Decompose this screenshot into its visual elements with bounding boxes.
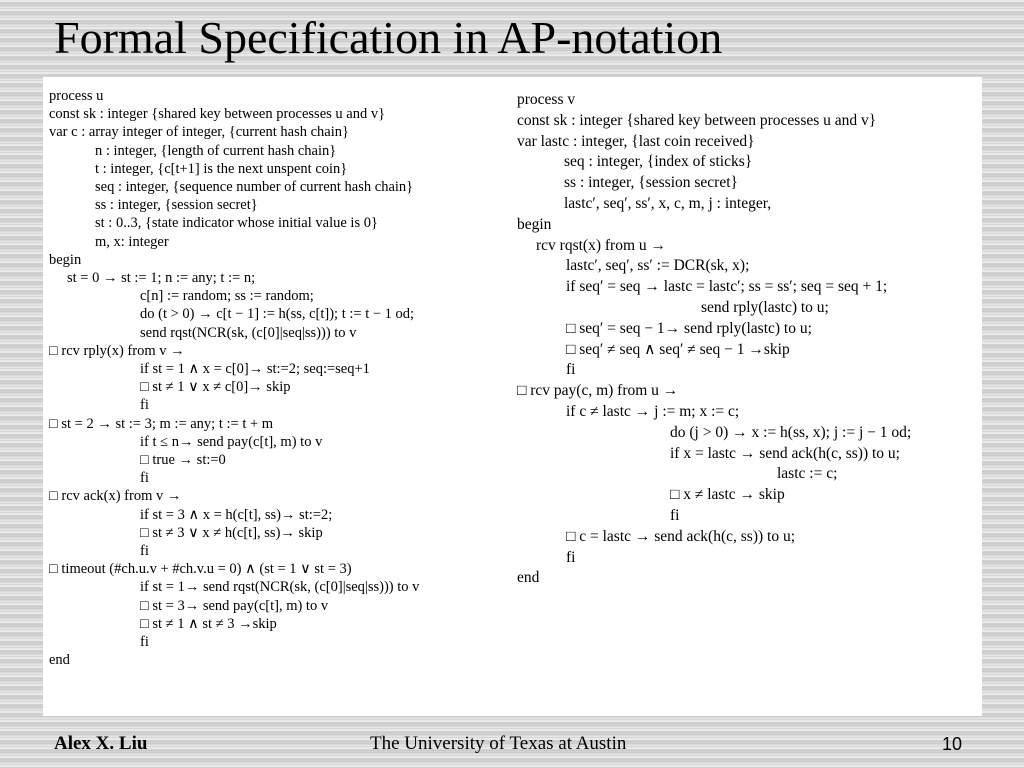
process-v-line: if c ≠ lastc → j := m; x := c; — [566, 403, 740, 420]
process-v-line: const sk : integer {shared key between processes u and v} — [517, 111, 877, 129]
process-u-line: if st = 1→ send rqst(NCR(sk, (c[0]|seq|ss))) to v — [140, 579, 420, 596]
process-v-line: if seq′ = seq → lastc = lastc′; ss = ss′; seq = seq + 1; — [566, 278, 888, 296]
process-u-line: □ st ≠ 1 ∨ x ≠ c[0]→ skip — [140, 379, 291, 396]
process-u-line: process u — [49, 88, 104, 104]
process-u-line: □ st = 2 → st := 3; m := any; t := t + m — [49, 415, 274, 432]
process-u-line: if t ≤ n→ send pay(c[t], m) to v — [140, 433, 323, 450]
specification-panel — [43, 77, 982, 716]
process-v-line: var lastc : integer, {last coin received} — [517, 132, 755, 150]
process-v-line: if x = lastc → send ack(h(c, ss)) to u; — [670, 444, 900, 462]
process-v-line: ss : integer, {session secret} — [564, 174, 738, 192]
process-u-line: fi — [140, 397, 149, 414]
process-v-line: □ c = lastc → send ack(h(c, ss)) to u; — [566, 527, 796, 545]
process-u-line: begin — [49, 251, 82, 268]
process-v-line: □ rcv pay(c, m) from u → — [517, 382, 679, 400]
process-u-line: □ st ≠ 1 ∧ st ≠ 3 →skip — [140, 615, 277, 632]
process-v-line: fi — [566, 361, 576, 379]
process-u-line: m, x: integer — [95, 233, 169, 250]
process-u-line: □ st ≠ 3 ∨ x ≠ h(c[t], ss)→ skip — [140, 524, 323, 541]
process-v-line: lastc′, seq′, ss′ := DCR(sk, x); — [566, 257, 750, 275]
process-v-line: fi — [566, 548, 576, 566]
author-name: Alex X. Liu — [54, 733, 148, 754]
process-u-line: □ rcv rply(x) from v → — [49, 342, 185, 359]
process-u-line: □ true → st:=0 — [140, 452, 226, 468]
process-v-line: □ seq′ = seq − 1→ send rply(lastc) to u; — [566, 319, 812, 337]
process-u-line: st = 0 → st := 1; n := any; t := n; — [67, 270, 256, 286]
process-v-line: lastc′, seq′, ss′, x, c, m, j : integer, — [564, 195, 772, 212]
process-u-line: n : integer, {length of current hash chain} — [95, 142, 337, 159]
university-name: The University of Texas at Austin — [370, 733, 627, 754]
process-u-line: c[n] := random; ss := random; — [140, 288, 314, 305]
process-v-line: send rply(lastc) to u; — [701, 299, 829, 316]
process-u-line: seq : integer, {sequence number of current hash chain} — [95, 179, 414, 195]
process-v-line: lastc := c; — [777, 465, 838, 483]
process-u-line: do (t > 0) → c[t − 1] := h(ss, c[t]); t := t − 1 od; — [140, 306, 415, 323]
process-v-line: rcv rqst(x) from u → — [536, 236, 666, 254]
process-u-line: var c : array integer of integer, {current hash chain} — [49, 124, 349, 141]
slide-title: Formal Specification in AP-notation — [54, 12, 723, 63]
process-u-line: fi — [140, 634, 149, 650]
process-u-line: if st = 3 ∧ x = h(c[t], ss)→ st:=2; — [140, 506, 333, 523]
process-u-line: ss : integer, {session secret} — [95, 197, 258, 214]
process-v-line: □ x ≠ lastc → skip — [670, 486, 785, 504]
process-u-line: fi — [140, 470, 149, 487]
process-v-line: do (j > 0) → x := h(ss, x); j := j − 1 od; — [670, 423, 912, 441]
process-v-line: □ seq′ ≠ seq ∧ seq′ ≠ seq − 1 →skip — [566, 340, 790, 358]
process-u-line: t : integer, {c[t+1] is the next unspent coin} — [95, 160, 348, 177]
process-u-line: □ st = 3→ send pay(c[t], m) to v — [140, 597, 329, 614]
process-u-line: fi — [140, 543, 149, 559]
process-v-line: begin — [517, 215, 552, 233]
process-u-line: if st = 1 ∧ x = c[0]→ st:=2; seq:=seq+1 — [140, 361, 370, 377]
process-u-line: □ timeout (#ch.u.v + #ch.v.u = 0) ∧ (st = 1 ∨ st = 3) — [49, 561, 352, 578]
process-u-line: send rqst(NCR(sk, (c[0]|seq|ss))) to v — [140, 324, 357, 341]
process-v-line: process v — [517, 91, 576, 108]
process-u-line: □ rcv ack(x) from v → — [49, 488, 182, 505]
page-number: 10 — [941, 734, 962, 754]
process-v-line: seq : integer, {index of sticks} — [564, 153, 753, 171]
process-u-line: const sk : integer {shared key between processes u and v} — [49, 106, 386, 123]
process-v-line: fi — [670, 507, 680, 524]
process-u-line: end — [49, 652, 70, 669]
process-v-line: end — [517, 569, 540, 587]
process-u-line: st : 0..3, {state indicator whose initial value is 0} — [95, 215, 378, 232]
